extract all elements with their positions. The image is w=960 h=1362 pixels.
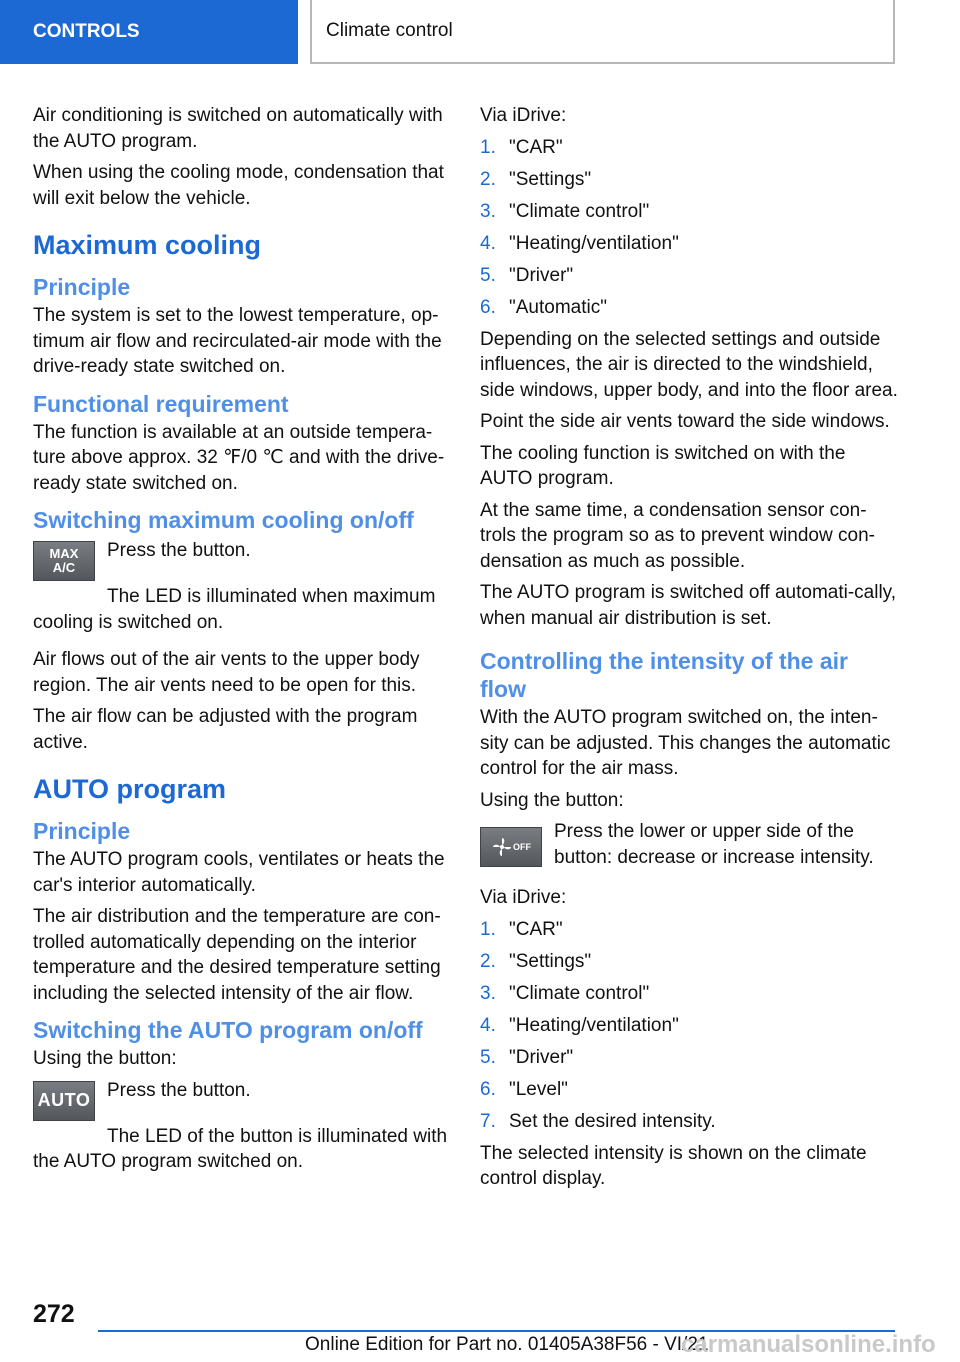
heading-principle: Principle: [33, 274, 131, 300]
heading-auto-program: AUTO program: [33, 774, 227, 804]
condensation-paragraph: When using the cooling mode, condensation that will exit below the vehicle.: [33, 162, 444, 209]
condensation-sensor-text: At the same time, a condensation sensor con‐trols the program so as to prevent window con‐densation as much as possible.: [480, 499, 875, 572]
watermark: carmanualsonline.info: [681, 1331, 936, 1358]
via-idrive-label-2: Via iDrive:: [480, 887, 567, 908]
intensity-instruction: [480, 819, 898, 877]
list-item: 4. "Heating/ventilation": [480, 232, 679, 254]
list-item: 2. "Settings": [480, 168, 592, 190]
list-item: 6. "Automatic": [480, 296, 607, 318]
intensity-press-text: Press the lower or upper side of the button: decrease or increase intensity.: [554, 821, 874, 868]
auto-button-icon: AUTO: [33, 1081, 95, 1121]
fan-off-button-icon: [480, 827, 542, 867]
left-column: [33, 103, 451, 1181]
ac-label: A/C: [52, 560, 76, 575]
idrive-steps-automatic: [480, 135, 898, 321]
side-vents-text: Point the side air vents toward the side windows.: [480, 411, 890, 432]
intensity-text: With the AUTO program switched on, the inten‐sity can be adjusted. This changes the automatic control for the air mass.: [480, 707, 891, 779]
auto-off-text: The AUTO program is switched off automati‐cally, when manual air distribution is set.: [480, 582, 897, 629]
air-flow-text: Air flows out of the air vents to the upper body region. The air vents need to be open for this.: [33, 649, 420, 696]
right-column: [480, 103, 898, 1198]
intensity-using-button: Using the button:: [480, 789, 624, 811]
heading-auto-principle: Principle: [33, 818, 131, 844]
heading-switching-auto: Switching the AUTO program on/off: [33, 1017, 423, 1043]
page-number: 272: [33, 1300, 75, 1328]
heading-intensity: Controlling the intensity of the air flow: [480, 648, 848, 702]
via-idrive-label: Via iDrive:: [480, 105, 567, 126]
max-ac-button-icon: [33, 541, 95, 581]
auto-led-text: The LED of the button is illuminated with the AUTO program switched on.: [33, 1125, 448, 1172]
list-item: 2. "Settings": [480, 950, 592, 972]
chapter-title: Climate control: [310, 0, 895, 64]
list-item: 7. Set the desired intensity.: [480, 1110, 716, 1132]
fan-icon: [491, 836, 513, 858]
led-max-cooling-text: The LED is illuminated when maximum cooling is switched on.: [33, 586, 436, 633]
cooling-function-text: The cooling function is switched on with the AUTO program.: [480, 442, 846, 489]
display-text: The selected intensity is shown on the climate control display.: [480, 1142, 867, 1189]
auto-instruction: [33, 1078, 451, 1128]
edition-text: Online Edition for Part no. 01405A38F56 - VI/21: [305, 1334, 709, 1355]
auto-principle-text-2: The air distribution and the temperature are con‐trolled automatically depending on the interior temperature and the desired temperature setting including the selected intensity of the air flow.: [33, 906, 441, 1004]
max-label: MAX: [49, 546, 79, 561]
list-item: 3. "Climate control": [480, 982, 650, 1004]
heading-functional-requirement: Functional requirement: [33, 390, 289, 417]
auto-principle-text-1: The AUTO program cools, ventilates or heats the car's interior automatically.: [33, 849, 445, 896]
distribution-text: Depending on the selected settings and outside influences, the air is directed to the windshield, side windows, upper body, and into the floor area.: [480, 328, 898, 401]
section-tab: CONTROLS: [0, 0, 298, 64]
max-ac-instruction: [33, 538, 451, 588]
heading-maximum-cooling: Maximum cooling: [33, 230, 262, 260]
auto-press-text: Press the button.: [107, 1079, 251, 1101]
off-label: OFF: [513, 842, 531, 852]
list-item: 4. "Heating/ventilation": [480, 1014, 679, 1036]
list-item: 5. "Driver": [480, 264, 574, 286]
list-item: 5. "Driver": [480, 1046, 574, 1068]
press-button-text: Press the button.: [107, 540, 251, 561]
list-item: 3. "Climate control": [480, 200, 650, 222]
list-item: 6. "Level": [480, 1078, 568, 1100]
using-button-text: Using the button:: [33, 1048, 177, 1069]
adjust-flow-text: The air flow can be adjusted with the program active.: [33, 706, 418, 753]
heading-switching-max-cooling: Switching maximum cooling on/off: [33, 507, 414, 533]
list-item: 1. "CAR": [480, 918, 563, 940]
functional-requirement-text: The function is available at an outside tempera‐ture above approx. 32 ℉/0 ℃ and with the drive-ready state switched on.: [33, 421, 445, 494]
principle-text: The system is set to the lowest temperature, op‐timum air flow and recirculated-air mode with the drive-ready state switched on.: [33, 305, 442, 377]
list-item: 1. "CAR": [480, 136, 563, 158]
idrive-steps-level: [480, 917, 898, 1135]
intro-paragraph: Air conditioning is switched on automatically with the AUTO program.: [33, 105, 443, 152]
